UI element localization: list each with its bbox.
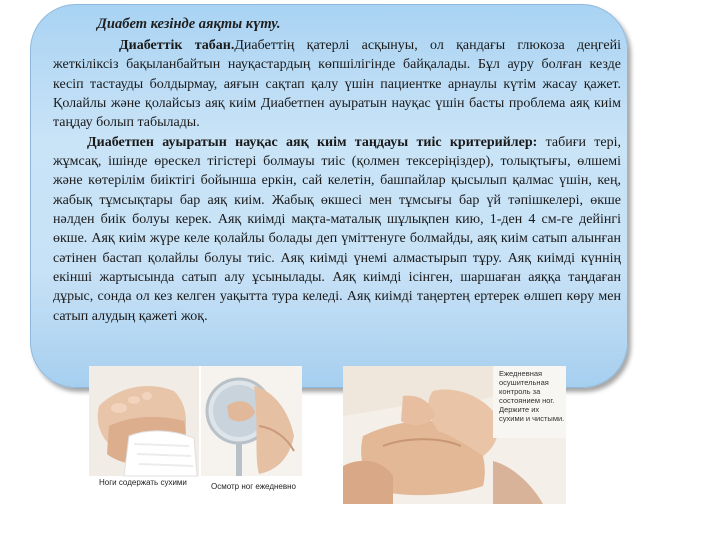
body-text	[53, 36, 621, 326]
page-title: Диабет кезінде аяқты күту.	[97, 16, 281, 32]
paragraph-1	[53, 36, 621, 133]
foot-care-photo-2	[343, 366, 566, 504]
caption-inspect-feet: Осмотр ног ежедневно	[211, 482, 296, 491]
paragraph-1-text: Диабеттің қатерлі асқынуы, ол қандағы глюкоза деңгейі жеткіліксіз бақыланбайтын науқастардың көпшілігінде байқалады. Бұл ауру болған кезде кесіп тастауды болдырмау, аяғын сақтап қалу үшін пациентке арнаулы күтім жасау қажет. Қолайлы және қолайсыз аяқ киім Диабетпен ауыратын науқас үшін басты проблема аяқ киім таңдау болып табылады.	[53, 38, 621, 131]
foot-care-photo-1	[89, 366, 302, 504]
caption-dry-feet: Ноги содержать сухими	[99, 478, 187, 487]
paragraph-2	[53, 133, 621, 326]
caption-foot-control: Ежедневная осушительная контроль за состоянием ног. Держите их сухими и чистыми.	[499, 369, 565, 423]
paragraph-2-lead: Диабетпен ауыратын науқас аяқ киім таңдауы тиіс критерийлер:	[87, 134, 538, 150]
paragraph-2-text: табиғи тері, жұмсақ, ішінде өрескел тігістері болмауы тиіс (қолмен тексеріңіздер), толықтығы, өлшемі және көтерілім биіктігі бойынша еркін, сай келетін, башпайлар қысылып қалмас үшін, кең, жабық тұмсықтары бар аяқ киім. Жабық өкшесі мен тұмсығы бар үй тәпішкелері, өкше нәлден биік болуы керек. Аяқ киімді мақта-маталық шұлықпен кию, 1-ден 4 см-ге дейінгі өкше. Аяқ киім жүре келе қолайлы болады деп үміттенуге болмайды, аяқ киім сатып алынған сәтінен бастап қолайлы болуы тиіс. Аяқ киімді үнемі алмастырып тұру. Аяқ киімді күннің екінші жартысында сатып алу ұсынылады. Аяқ киімді ісінген, шаршаған аяққа таңдаған дұрыс, сонда ол кез келген уақытта тура келеді. Аяқ киімді таңертең ертерек өлшеп көру мен сатып алудың қажеті жоқ.	[53, 134, 622, 324]
paragraph-1-lead: Диабеттік табан.	[119, 38, 235, 53]
